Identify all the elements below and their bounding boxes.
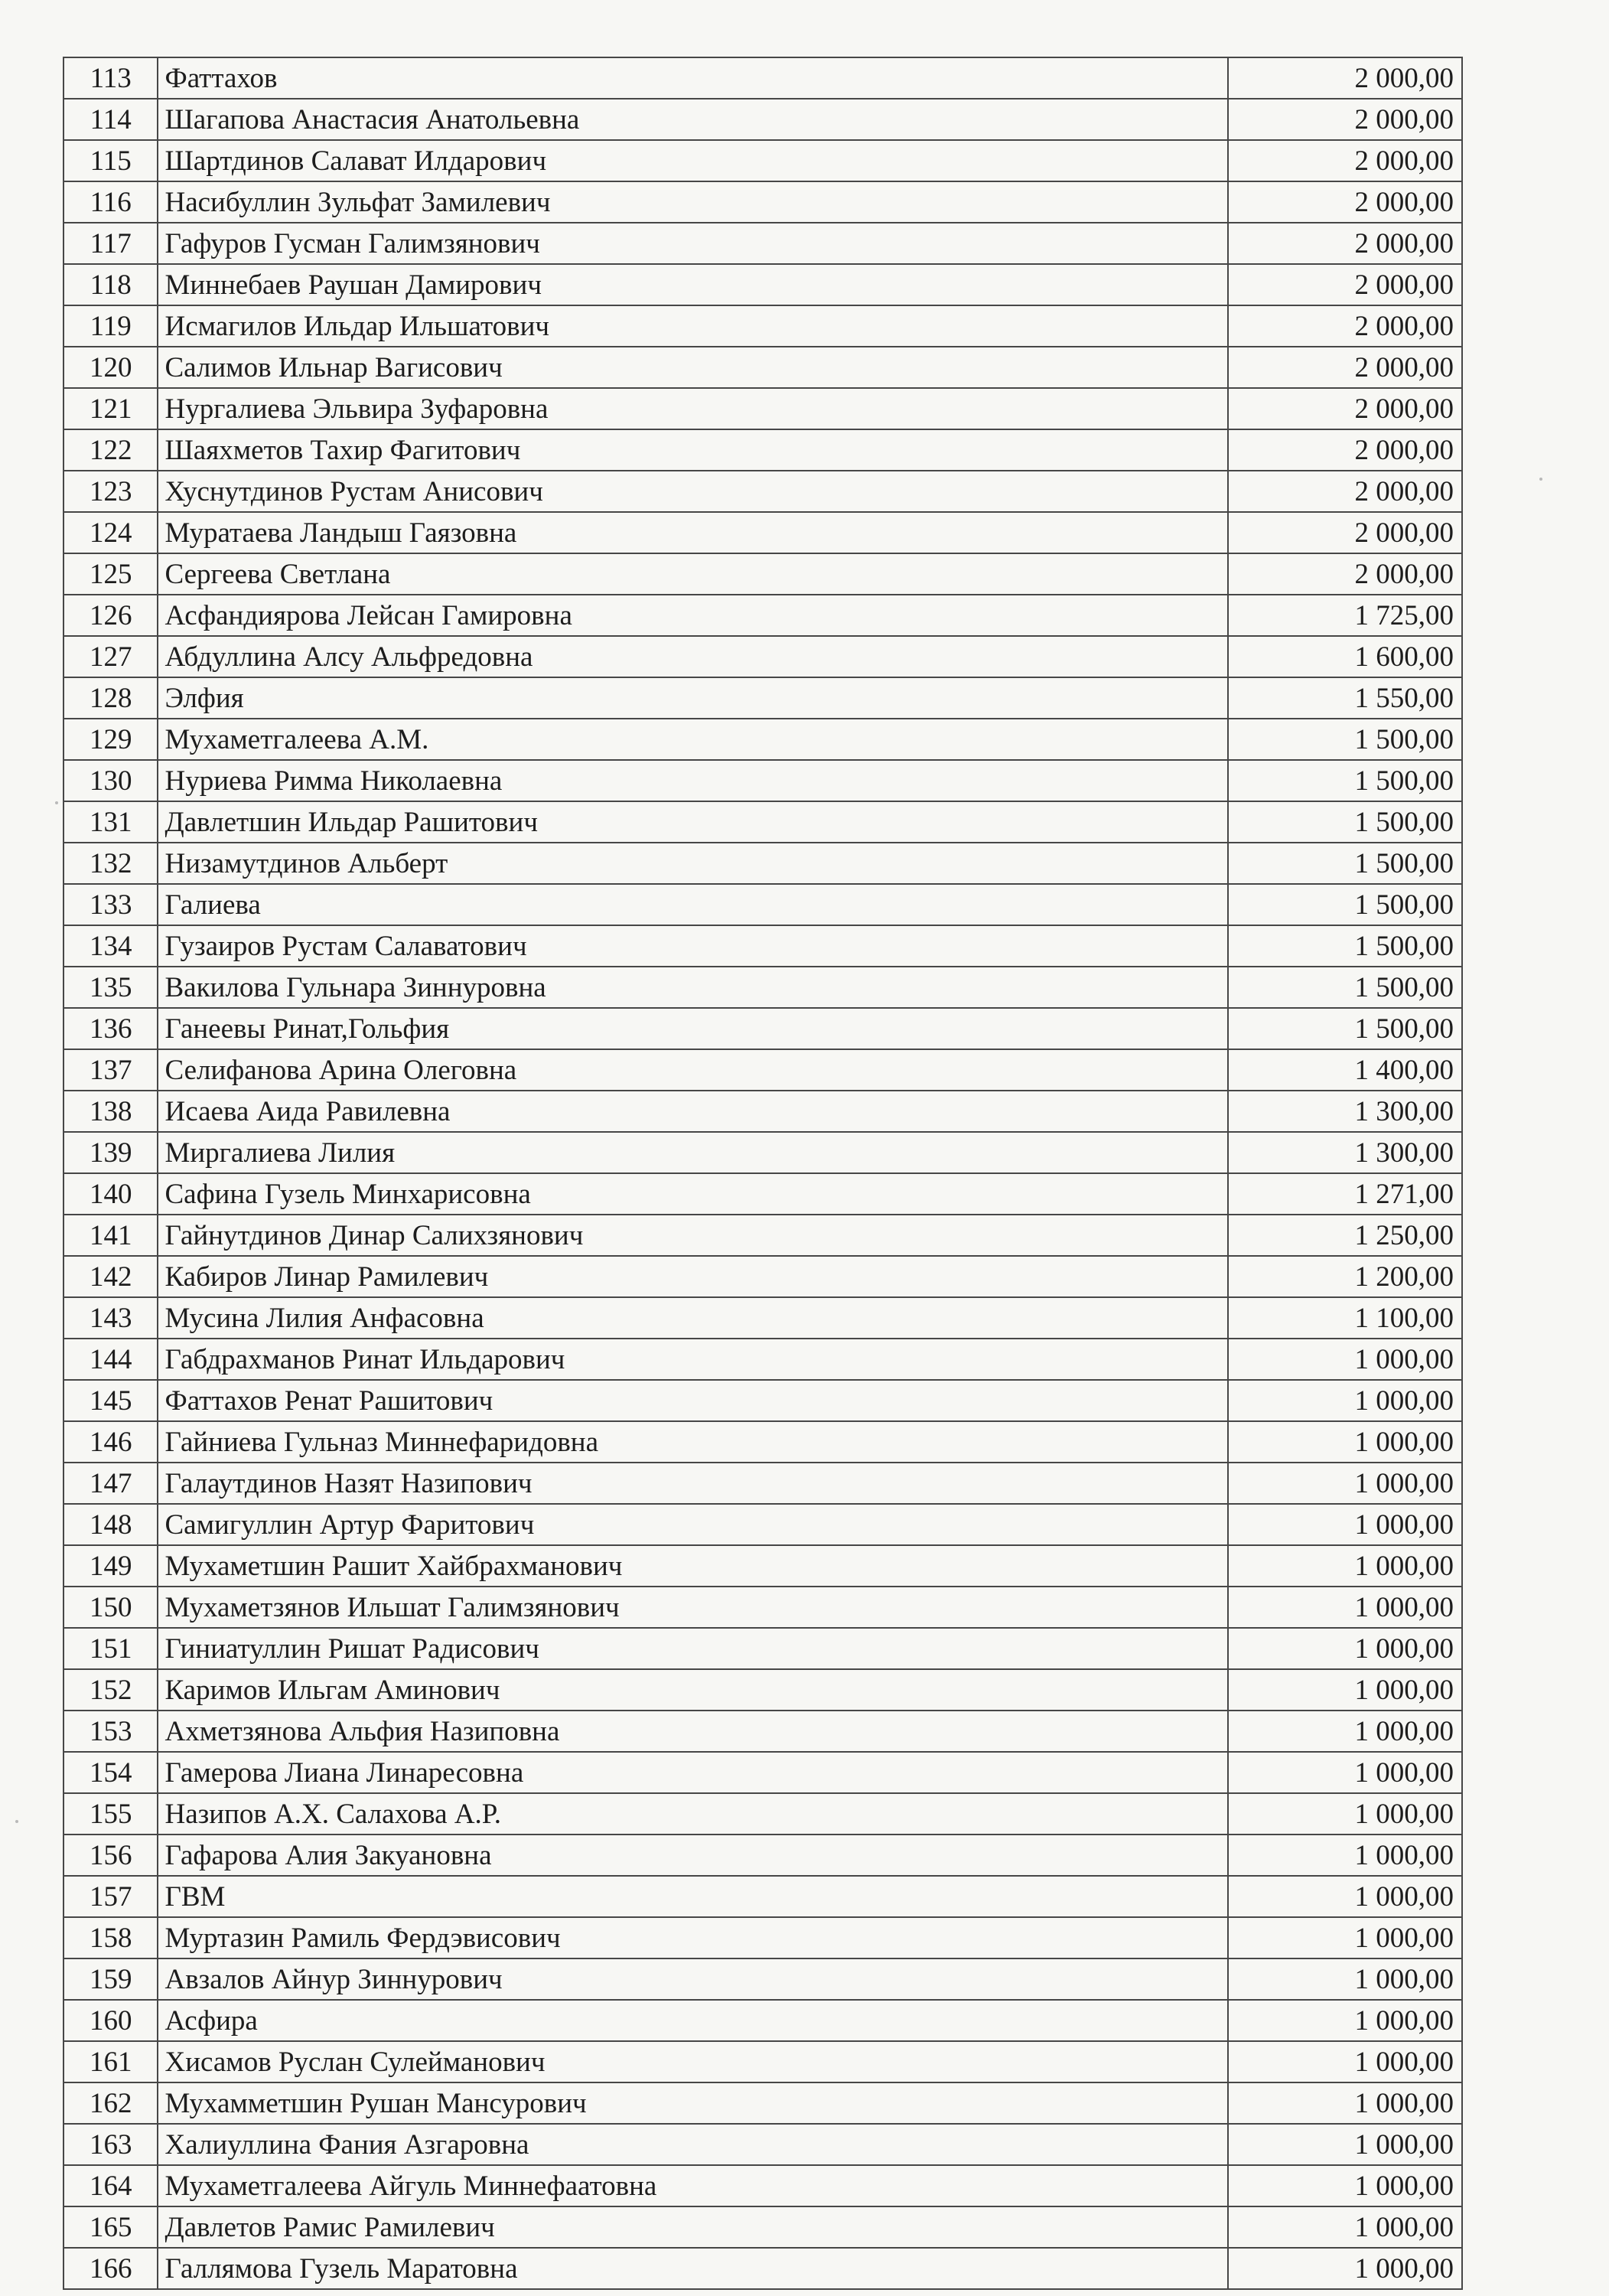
donor-name: Габдрахманов Ринат Ильдарович — [158, 1339, 1228, 1380]
donor-name: Вакилова Гульнара Зиннуровна — [158, 967, 1228, 1008]
table-row — [64, 223, 1462, 264]
row-number: 142 — [64, 1256, 158, 1297]
table-row — [64, 181, 1462, 223]
donation-amount: 1 000,00 — [1228, 1339, 1462, 1380]
donation-amount: 1 000,00 — [1228, 1669, 1462, 1711]
donor-name: Гамерова Лиана Линаресовна — [158, 1752, 1228, 1793]
table-row — [64, 1958, 1462, 2000]
row-number: 154 — [64, 1752, 158, 1793]
donor-name: Ганеевы Ринат,Гольфия — [158, 1008, 1228, 1049]
table-row — [64, 471, 1462, 512]
donation-amount: 1 200,00 — [1228, 1256, 1462, 1297]
row-number: 144 — [64, 1339, 158, 1380]
donor-name: Фаттахов — [158, 57, 1228, 99]
row-number: 151 — [64, 1628, 158, 1669]
row-number: 156 — [64, 1835, 158, 1876]
donation-amount: 2 000,00 — [1228, 388, 1462, 429]
table-row — [64, 388, 1462, 429]
donor-name: Гузаиров Рустам Салаватович — [158, 925, 1228, 967]
row-number: 146 — [64, 1421, 158, 1463]
row-number: 147 — [64, 1463, 158, 1504]
row-number: 134 — [64, 925, 158, 967]
table-row — [64, 1876, 1462, 1917]
table-row — [64, 2165, 1462, 2206]
row-number: 157 — [64, 1876, 158, 1917]
row-number: 114 — [64, 99, 158, 140]
donor-name: Самигуллин Артур Фаритович — [158, 1504, 1228, 1545]
donor-name: Насибуллин Зульфат Замилевич — [158, 181, 1228, 223]
row-number: 163 — [64, 2124, 158, 2165]
table-row — [64, 925, 1462, 967]
donation-amount: 1 000,00 — [1228, 2165, 1462, 2206]
table-row — [64, 677, 1462, 719]
donor-name: Шартдинов Салават Илдарович — [158, 140, 1228, 181]
table-row — [64, 1752, 1462, 1793]
donor-name: Мухаметшин Рашит Хайбрахманович — [158, 1545, 1228, 1587]
table-row — [64, 2248, 1462, 2289]
table-row — [64, 512, 1462, 553]
row-number: 126 — [64, 595, 158, 636]
table-row — [64, 967, 1462, 1008]
row-number: 136 — [64, 1008, 158, 1049]
table-row — [64, 1669, 1462, 1711]
row-number: 121 — [64, 388, 158, 429]
donor-name: Нуриева Римма Николаевна — [158, 760, 1228, 801]
table-body — [64, 57, 1462, 2289]
row-number: 166 — [64, 2248, 158, 2289]
row-number: 122 — [64, 429, 158, 471]
row-number: 139 — [64, 1132, 158, 1173]
donation-amount: 1 000,00 — [1228, 2000, 1462, 2041]
table-row — [64, 1215, 1462, 1256]
donor-name: Низамутдинов Альберт — [158, 843, 1228, 884]
donor-name: Сафина Гузель Минхарисовна — [158, 1173, 1228, 1215]
row-number: 118 — [64, 264, 158, 305]
row-number: 132 — [64, 843, 158, 884]
donor-name: Мухаметзянов Ильшат Галимзянович — [158, 1587, 1228, 1628]
donor-name: Мухаметгалеева Айгуль Миннефаатовна — [158, 2165, 1228, 2206]
table-row — [64, 595, 1462, 636]
donation-amount: 1 000,00 — [1228, 1545, 1462, 1587]
donation-amount: 1 000,00 — [1228, 1917, 1462, 1958]
donation-amount: 1 000,00 — [1228, 1628, 1462, 1669]
donation-amount: 1 000,00 — [1228, 1958, 1462, 2000]
row-number: 115 — [64, 140, 158, 181]
table-row — [64, 1091, 1462, 1132]
donor-name: Кабиров Линар Рамилевич — [158, 1256, 1228, 1297]
table-row — [64, 553, 1462, 595]
donor-name: Гайниева Гульназ Миннефаридовна — [158, 1421, 1228, 1463]
donor-name: Галаутдинов Назят Назипович — [158, 1463, 1228, 1504]
row-number: 140 — [64, 1173, 158, 1215]
table-row — [64, 1917, 1462, 1958]
row-number: 145 — [64, 1380, 158, 1421]
table-row — [64, 1463, 1462, 1504]
table-row — [64, 1049, 1462, 1091]
row-number: 129 — [64, 719, 158, 760]
donor-name: Гафарова Алия Закуановна — [158, 1835, 1228, 1876]
row-number: 161 — [64, 2041, 158, 2082]
table-row — [64, 2000, 1462, 2041]
donation-amount: 1 000,00 — [1228, 1587, 1462, 1628]
donor-name: ГВМ — [158, 1876, 1228, 1917]
donor-name: Шагапова Анастасия Анатольевна — [158, 99, 1228, 140]
donor-name: Миннебаев Раушан Дамирович — [158, 264, 1228, 305]
donor-name: Халиуллина Фания Азгаровна — [158, 2124, 1228, 2165]
row-number: 164 — [64, 2165, 158, 2206]
donation-amount: 1 000,00 — [1228, 1463, 1462, 1504]
donor-name: Ахметзянова Альфия Назиповна — [158, 1711, 1228, 1752]
donor-name: Элфия — [158, 677, 1228, 719]
table-row — [64, 2206, 1462, 2248]
donation-amount: 2 000,00 — [1228, 429, 1462, 471]
scan-speck — [15, 1820, 18, 1823]
donation-amount: 2 000,00 — [1228, 553, 1462, 595]
row-number: 123 — [64, 471, 158, 512]
donations-table — [63, 57, 1463, 2290]
donor-name: Асфандиярова Лейсан Гамировна — [158, 595, 1228, 636]
donation-amount: 1 000,00 — [1228, 1504, 1462, 1545]
row-number: 159 — [64, 1958, 158, 2000]
donation-amount: 1 500,00 — [1228, 801, 1462, 843]
donation-amount: 2 000,00 — [1228, 99, 1462, 140]
donation-amount: 1 100,00 — [1228, 1297, 1462, 1339]
row-number: 148 — [64, 1504, 158, 1545]
donor-name: Исмагилов Ильдар Ильшатович — [158, 305, 1228, 347]
row-number: 119 — [64, 305, 158, 347]
row-number: 128 — [64, 677, 158, 719]
donor-name: Муратаева Ландыш Гаязовна — [158, 512, 1228, 553]
row-number: 152 — [64, 1669, 158, 1711]
donation-amount: 1 400,00 — [1228, 1049, 1462, 1091]
donation-amount: 1 000,00 — [1228, 2248, 1462, 2289]
donation-amount: 1 000,00 — [1228, 1876, 1462, 1917]
row-number: 165 — [64, 2206, 158, 2248]
donor-name: Муртазин Рамиль Фердэвисович — [158, 1917, 1228, 1958]
donation-amount: 2 000,00 — [1228, 512, 1462, 553]
donation-amount: 1 300,00 — [1228, 1091, 1462, 1132]
table-row — [64, 140, 1462, 181]
donation-amount: 2 000,00 — [1228, 140, 1462, 181]
donation-amount: 1 000,00 — [1228, 2082, 1462, 2124]
table-row — [64, 305, 1462, 347]
donation-amount: 1 000,00 — [1228, 1380, 1462, 1421]
row-number: 133 — [64, 884, 158, 925]
donation-amount: 1 500,00 — [1228, 967, 1462, 1008]
donor-name: Давлетов Рамис Рамилевич — [158, 2206, 1228, 2248]
table-row — [64, 429, 1462, 471]
row-number: 143 — [64, 1297, 158, 1339]
donation-amount: 1 271,00 — [1228, 1173, 1462, 1215]
row-number: 162 — [64, 2082, 158, 2124]
donor-name: Салимов Ильнар Вагисович — [158, 347, 1228, 388]
table-row — [64, 636, 1462, 677]
row-number: 125 — [64, 553, 158, 595]
table-row — [64, 1380, 1462, 1421]
table-row — [64, 1545, 1462, 1587]
donor-name: Мусина Лилия Анфасовна — [158, 1297, 1228, 1339]
donor-name: Гафуров Гусман Галимзянович — [158, 223, 1228, 264]
row-number: 135 — [64, 967, 158, 1008]
table-row — [64, 884, 1462, 925]
table-row — [64, 99, 1462, 140]
row-number: 150 — [64, 1587, 158, 1628]
table-row — [64, 2124, 1462, 2165]
table-row — [64, 2082, 1462, 2124]
table-row — [64, 1587, 1462, 1628]
table-row — [64, 57, 1462, 99]
donation-amount: 2 000,00 — [1228, 223, 1462, 264]
donation-amount: 2 000,00 — [1228, 181, 1462, 223]
donor-name: Селифанова Арина Олеговна — [158, 1049, 1228, 1091]
donor-name: Сергеева Светлана — [158, 553, 1228, 595]
donor-name: Мухамметшин Рушан Мансурович — [158, 2082, 1228, 2124]
donor-name: Авзалов Айнур Зиннурович — [158, 1958, 1228, 2000]
donor-name: Галиева — [158, 884, 1228, 925]
donor-name: Нургалиева Эльвира Зуфаровна — [158, 388, 1228, 429]
donation-amount: 2 000,00 — [1228, 264, 1462, 305]
donor-name: Мухаметгалеева А.М. — [158, 719, 1228, 760]
donation-amount: 1 000,00 — [1228, 1835, 1462, 1876]
row-number: 158 — [64, 1917, 158, 1958]
row-number: 116 — [64, 181, 158, 223]
donation-amount: 1 500,00 — [1228, 843, 1462, 884]
table-row — [64, 760, 1462, 801]
donor-name: Галлямова Гузель Маратовна — [158, 2248, 1228, 2289]
donation-amount: 1 500,00 — [1228, 760, 1462, 801]
donor-name: Асфира — [158, 2000, 1228, 2041]
row-number: 120 — [64, 347, 158, 388]
donation-amount: 1 500,00 — [1228, 1008, 1462, 1049]
scan-speck — [55, 801, 58, 804]
donor-name: Давлетшин Ильдар Рашитович — [158, 801, 1228, 843]
table-row — [64, 719, 1462, 760]
row-number: 160 — [64, 2000, 158, 2041]
donation-amount: 1 500,00 — [1228, 925, 1462, 967]
row-number: 117 — [64, 223, 158, 264]
table-row — [64, 264, 1462, 305]
row-number: 138 — [64, 1091, 158, 1132]
donor-name: Каримов Ильгам Аминович — [158, 1669, 1228, 1711]
donor-name: Исаева Аида Равилевна — [158, 1091, 1228, 1132]
donation-amount: 1 000,00 — [1228, 1421, 1462, 1463]
scan-speck — [1539, 478, 1542, 481]
donor-name: Хисамов Руслан Сулейманович — [158, 2041, 1228, 2082]
row-number: 113 — [64, 57, 158, 99]
donor-name: Миргалиева Лилия — [158, 1132, 1228, 1173]
table-row — [64, 843, 1462, 884]
donor-name: Гайнутдинов Динар Салихзянович — [158, 1215, 1228, 1256]
table-row — [64, 347, 1462, 388]
donation-amount: 1 000,00 — [1228, 1793, 1462, 1835]
donation-amount: 1 250,00 — [1228, 1215, 1462, 1256]
row-number: 155 — [64, 1793, 158, 1835]
row-number: 130 — [64, 760, 158, 801]
table-row — [64, 1628, 1462, 1669]
donation-amount: 1 000,00 — [1228, 1752, 1462, 1793]
table-row — [64, 1339, 1462, 1380]
donation-amount: 1 725,00 — [1228, 595, 1462, 636]
table-row — [64, 1173, 1462, 1215]
donation-amount: 1 300,00 — [1228, 1132, 1462, 1173]
donor-name: Назипов А.Х. Салахова А.Р. — [158, 1793, 1228, 1835]
table-row — [64, 2041, 1462, 2082]
donation-amount: 2 000,00 — [1228, 471, 1462, 512]
donation-amount: 1 000,00 — [1228, 2041, 1462, 2082]
donor-name: Хуснутдинов Рустам Анисович — [158, 471, 1228, 512]
donation-amount: 1 000,00 — [1228, 2124, 1462, 2165]
table-row — [64, 1835, 1462, 1876]
donor-name: Фаттахов Ренат Рашитович — [158, 1380, 1228, 1421]
table-row — [64, 1256, 1462, 1297]
donation-amount: 1 500,00 — [1228, 884, 1462, 925]
row-number: 141 — [64, 1215, 158, 1256]
row-number: 153 — [64, 1711, 158, 1752]
donation-amount: 2 000,00 — [1228, 305, 1462, 347]
row-number: 137 — [64, 1049, 158, 1091]
table-row — [64, 1132, 1462, 1173]
row-number: 149 — [64, 1545, 158, 1587]
table-row — [64, 1711, 1462, 1752]
donor-name: Гиниатуллин Ришат Радисович — [158, 1628, 1228, 1669]
table-row — [64, 1793, 1462, 1835]
donation-amount: 1 500,00 — [1228, 719, 1462, 760]
donation-amount: 1 550,00 — [1228, 677, 1462, 719]
table-row — [64, 1421, 1462, 1463]
table-row — [64, 1008, 1462, 1049]
table-row — [64, 801, 1462, 843]
table-row — [64, 1504, 1462, 1545]
row-number: 127 — [64, 636, 158, 677]
donor-name: Абдуллина Алсу Альфредовна — [158, 636, 1228, 677]
row-number: 124 — [64, 512, 158, 553]
row-number: 131 — [64, 801, 158, 843]
donation-amount: 1 600,00 — [1228, 636, 1462, 677]
donation-amount: 1 000,00 — [1228, 1711, 1462, 1752]
donation-amount: 1 000,00 — [1228, 2206, 1462, 2248]
donor-name: Шаяхметов Тахир Фагитович — [158, 429, 1228, 471]
donation-amount: 2 000,00 — [1228, 57, 1462, 99]
donation-amount: 2 000,00 — [1228, 347, 1462, 388]
table-row — [64, 1297, 1462, 1339]
